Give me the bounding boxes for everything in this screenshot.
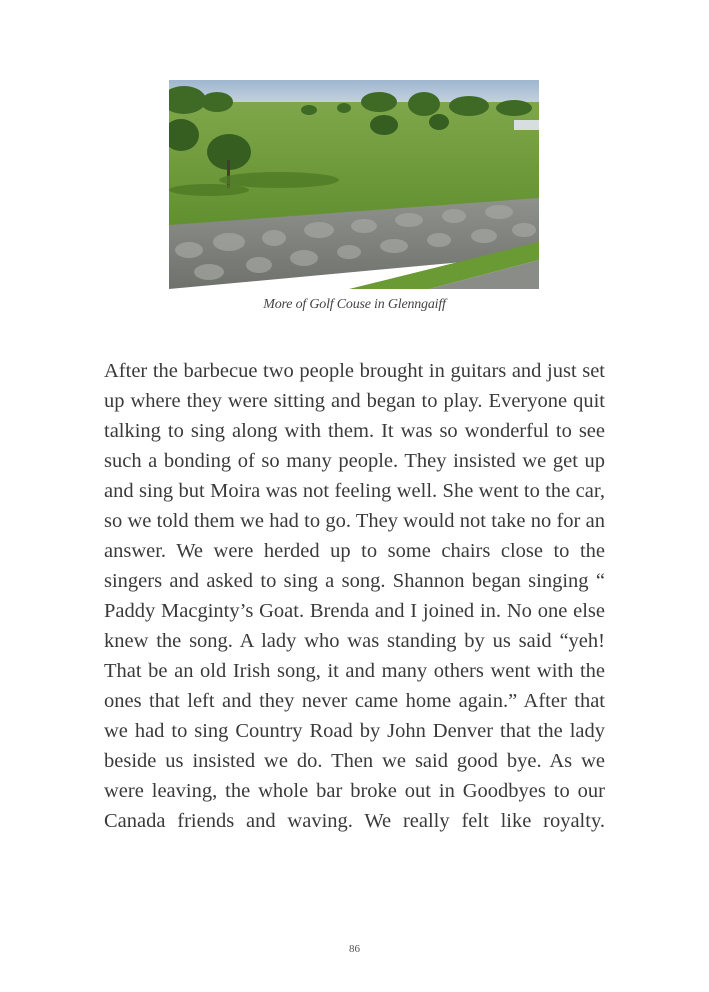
golf-course-photo <box>169 80 539 289</box>
page-number: 86 <box>349 943 360 955</box>
body-paragraph: After the barbecue two people brought in guitars and just set up where they were sitting and began to play. Everyone quit talking to sing along with them. It was so wonderful to see such a bonding of so many people. They insisted we get up and sing but Moira was not feeling well. She went to the car, so we told them we had to go. They would not take no for an answer. We were herded up to some chairs close to the singers and asked to sing a song. Shannon began singing “ Paddy Macginty’s Goat. Brenda and I joined in. No one else knew the song. A lady who was standing by us said “yeh! That be an old Irish song, it and many others went with the ones that left and they never came home again.” After that we had to sing Country Road by John Denver that the lady beside us insisted we do. Then we said good bye. As we were leaving, the whole bar broke out in Goodbyes to our Canada friends and waving. We really felt like royalty. <box>104 360 605 832</box>
figure-caption: More of Golf Couse in Glenngaiff <box>263 297 446 312</box>
landscape-illustration <box>169 80 539 289</box>
body-text <box>104 356 605 836</box>
